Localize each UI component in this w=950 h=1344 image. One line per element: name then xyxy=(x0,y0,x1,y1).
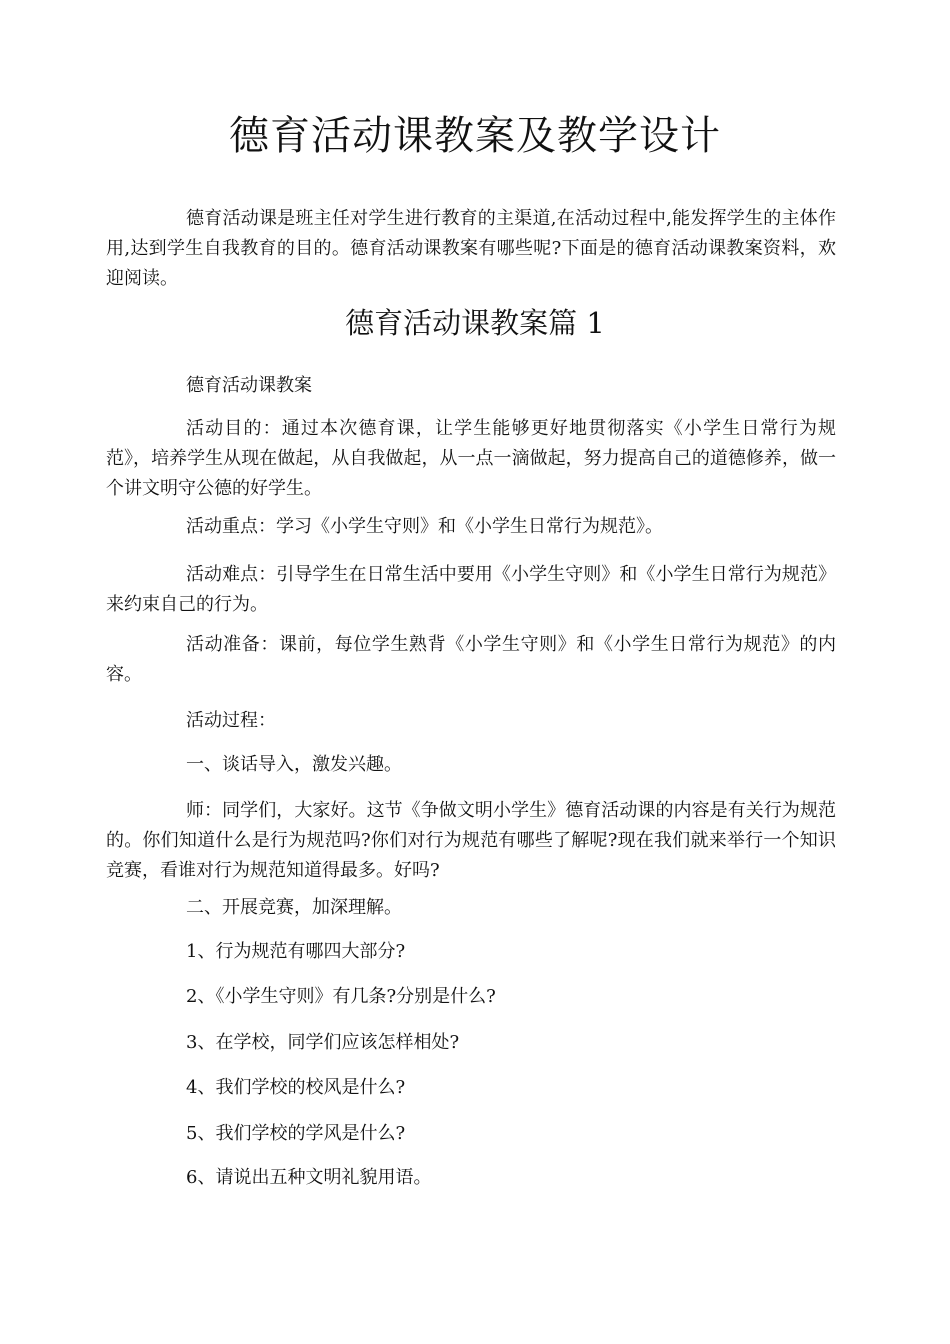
paragraph-activity-preparation: 活动准备：课前，每位学生熟背《小学生守则》和《小学生日常行为规范》的内容。 xyxy=(106,634,836,685)
question-item-1: 1、行为规范有哪四大部分? xyxy=(186,941,406,962)
paragraph-activity-focus: 活动重点：学习《小学生守则》和《小学生日常行为规范》。 xyxy=(186,516,663,537)
paragraph-activity-goal: 活动目的：通过本次德育课，让学生能够更好地贯彻落实《小学生日常行为规范》，培养学生从现在做起，从自我做起，从一点一滴做起，努力提高自己的道德修养，做一个讲文明守公德的好学生。 xyxy=(106,418,836,499)
question-item-6: 6、请说出五种文明礼貌用语。 xyxy=(186,1167,432,1188)
paragraph-step-one: 一、谈话导入，激发兴趣。 xyxy=(186,754,402,775)
paragraph-step-two: 二、开展竞赛，加深理解。 xyxy=(186,897,402,918)
paragraph-activity-difficulty: 活动难点：引导学生在日常生活中要用《小学生守则》和《小学生日常行为规范》来约束自己的行为。 xyxy=(106,564,836,615)
question-item-2: 2、《小学生守则》有几条?分别是什么? xyxy=(186,986,496,1007)
paragraph-lesson-plan-heading: 德育活动课教案 xyxy=(186,375,312,396)
document-title: 德育活动课教案及教学设计 xyxy=(229,113,721,159)
intro-paragraph: 德育活动课是班主任对学生进行教育的主渠道,在活动过程中,能发挥学生的主体作用,达到学生自我教育的目的。德育活动课教案有哪些呢?下面是的德育活动课教案资料，欢迎阅读。 xyxy=(106,208,836,289)
question-item-3: 3、在学校，同学们应该怎样相处? xyxy=(186,1032,460,1053)
paragraph-activity-process: 活动过程： xyxy=(186,710,276,731)
paragraph-teacher-talk: 师：同学们，大家好。这节《争做文明小学生》德育活动课的内容是有关行为规范的。你们知道什么是行为规范吗?你们对行为规范有哪些了解呢?现在我们就来举行一个知识竞赛，看谁对行为规范知道得最多。好吗? xyxy=(106,800,836,881)
question-item-4: 4、我们学校的校风是什么? xyxy=(186,1077,406,1098)
question-item-5: 5、我们学校的学风是什么? xyxy=(186,1123,406,1144)
section-title: 德育活动课教案篇 1 xyxy=(345,306,605,340)
